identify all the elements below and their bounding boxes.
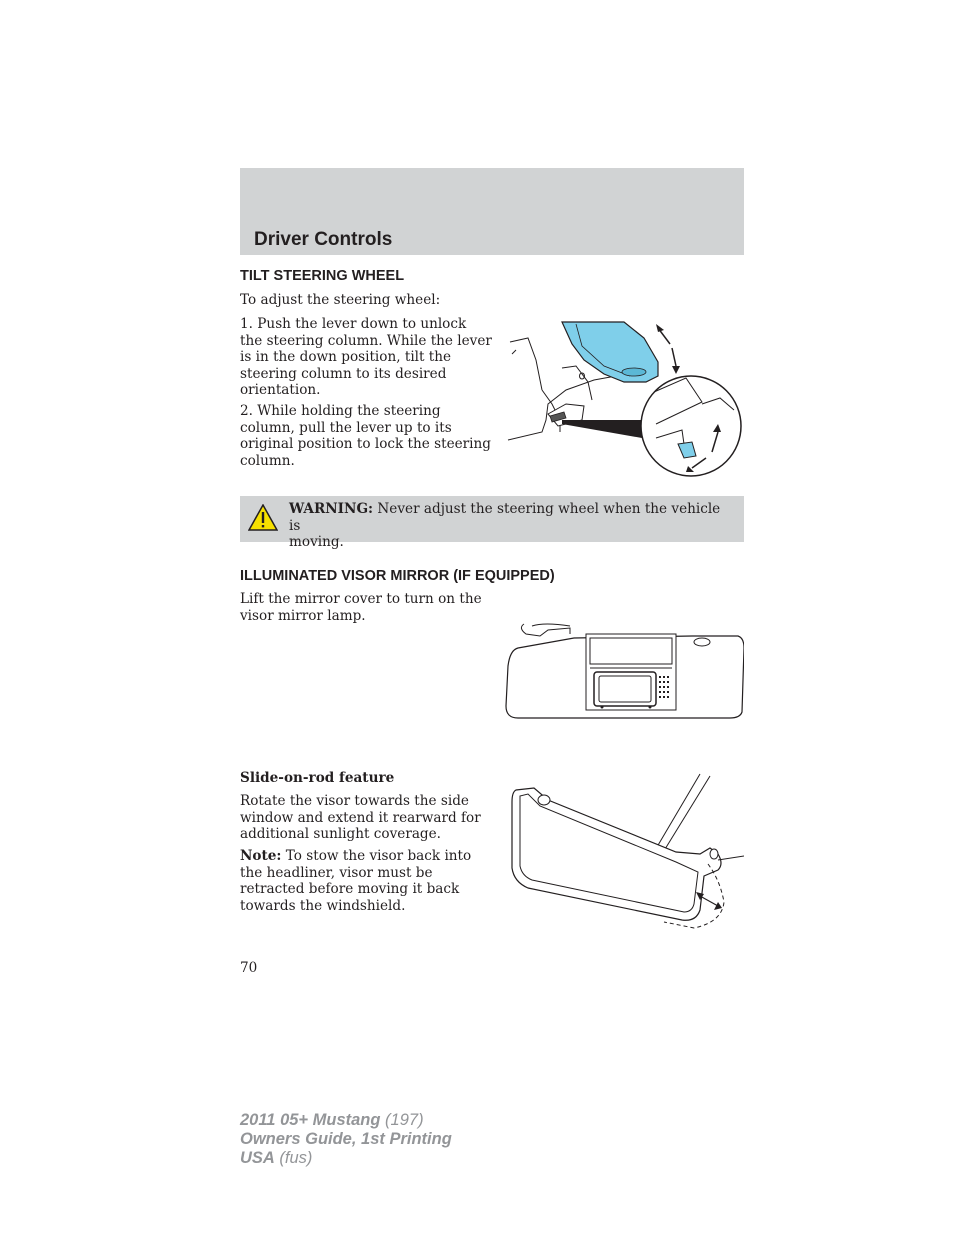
steering-wheel-illustration bbox=[506, 320, 744, 480]
section-title: Driver Controls bbox=[254, 229, 393, 250]
page-number: 70 bbox=[240, 960, 258, 976]
warning-triangle-icon bbox=[248, 504, 278, 531]
tilt-step-2: 2. While holding the steering column, pull the lever up to its original position to lock the steering column. bbox=[240, 403, 491, 469]
visor-text: Lift the mirror cover to turn on the visor mirror lamp. bbox=[240, 591, 482, 624]
tilt-heading: TILT STEERING WHEEL bbox=[240, 268, 405, 284]
slide-on-rod-illustration bbox=[504, 772, 744, 932]
document-footer: 2011 05+ Mustang (197) Owners Guide, 1st Printing USA (fus) bbox=[240, 1111, 452, 1167]
slide-note: Note: To stow the visor back into the headliner, visor must be retracted before moving it back towards the windshield. bbox=[240, 848, 472, 914]
warning-label: WARNING: bbox=[289, 501, 374, 517]
visor-mirror-illustration bbox=[504, 620, 744, 722]
tilt-intro: To adjust the steering wheel: bbox=[240, 292, 441, 308]
slide-text: Rotate the visor towards the side window and extend it rearward for additional sunlight coverage. bbox=[240, 793, 481, 842]
visor-heading: ILLUMINATED VISOR MIRROR (IF EQUIPPED) bbox=[240, 568, 555, 584]
warning-text: WARNING: Never adjust the steering wheel when the vehicle is moving. bbox=[289, 501, 721, 550]
slide-heading: Slide-on-rod feature bbox=[240, 770, 395, 786]
note-label: Note: bbox=[240, 848, 282, 864]
tilt-step-1: 1. Push the lever down to unlock the steering column. While the lever is in the down position, tilt the steering column to its desired orientation. bbox=[240, 316, 492, 398]
